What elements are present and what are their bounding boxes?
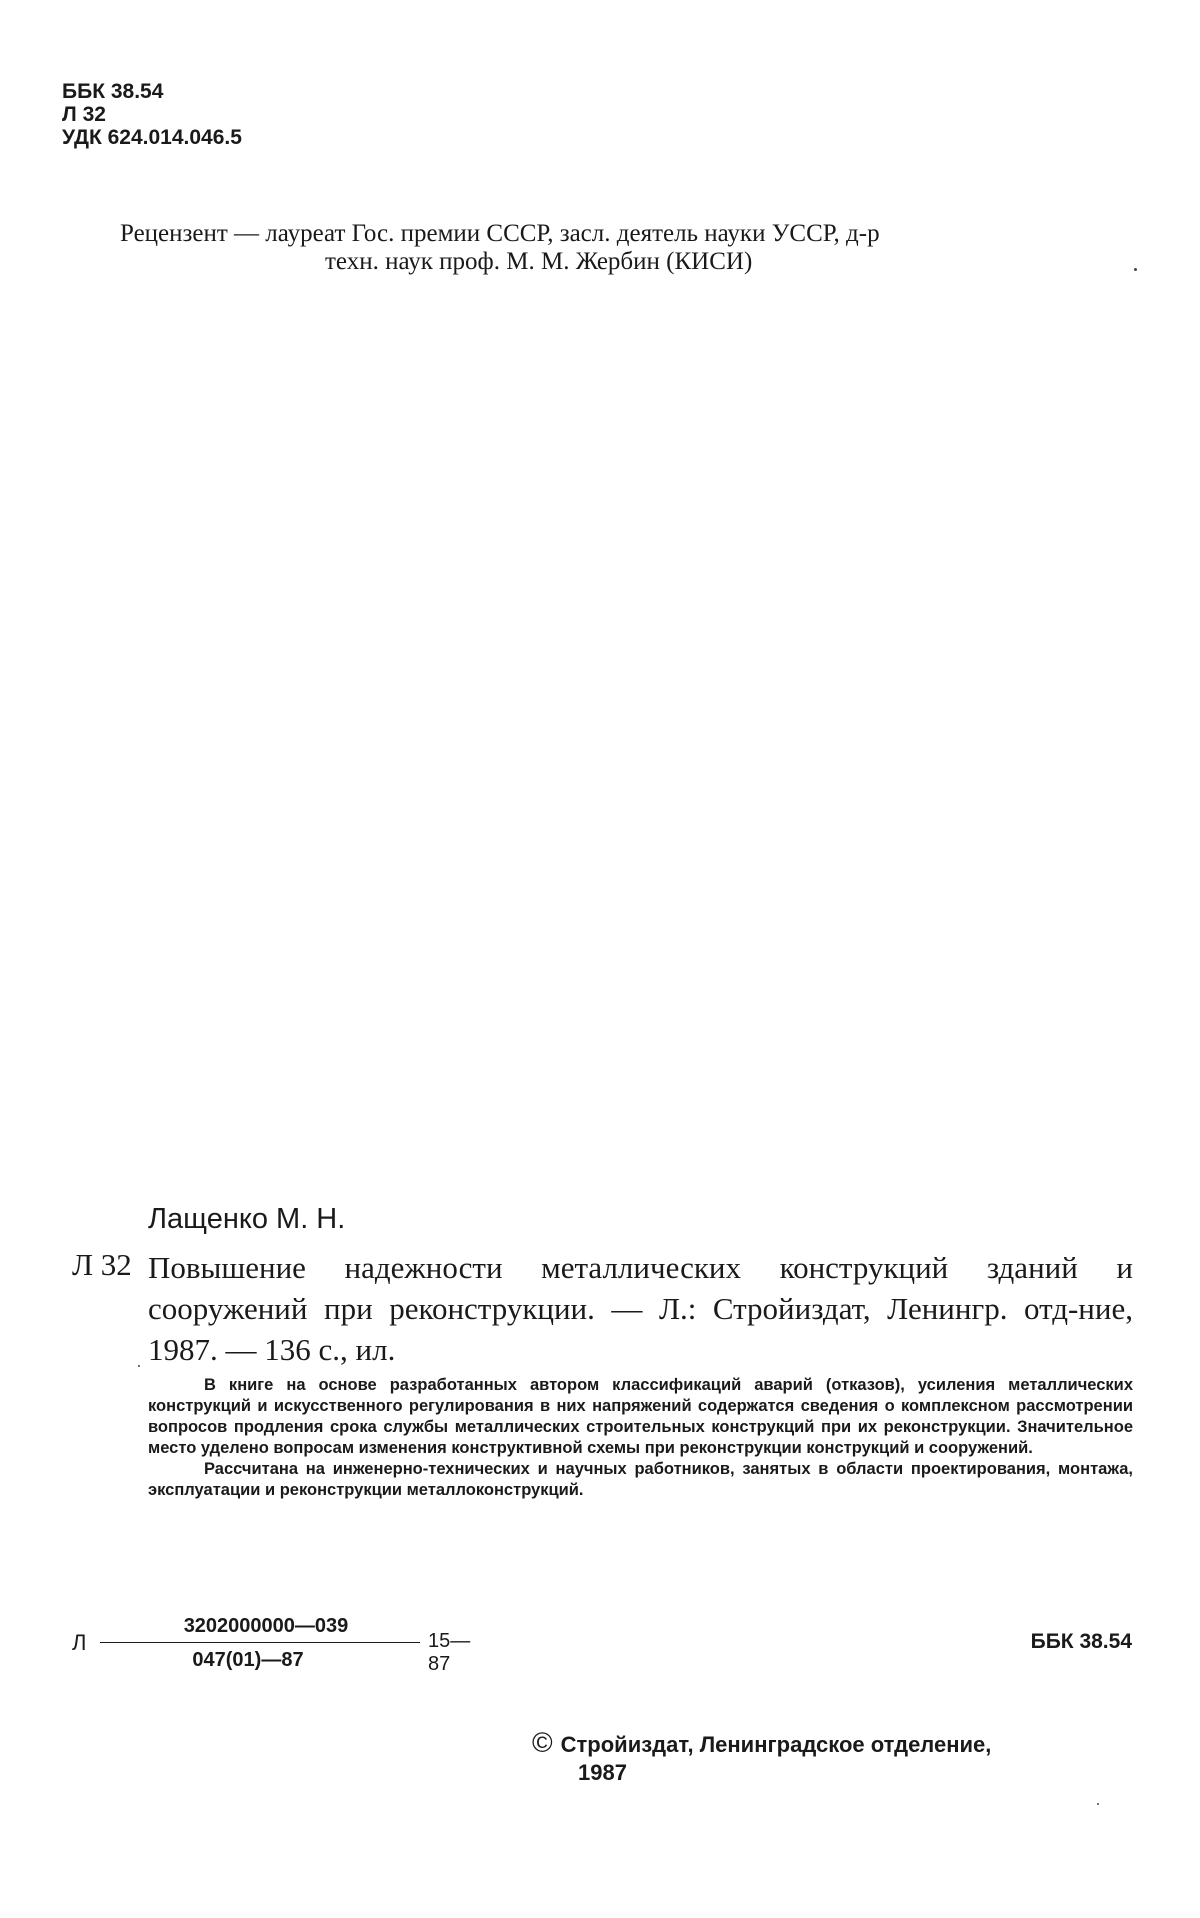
scan-speck [1097, 1803, 1099, 1805]
annotation-paragraph: В книге на основе разработанных автором классификаций аварий (отказов), усиления металлических конструкций и искусственного регулирования в них напряжений содержатся сведения о комплексном рассмотрении вопросов продления срока службы металлических строительных конструкций при их реконструкции. Значительное место уделено вопросам изменения конструктивной схемы при реконструкции конструкций и сооружений. [148, 1376, 1133, 1457]
catalog-code: Л 32 [72, 1247, 132, 1282]
bibliographic-index [72, 1612, 472, 1675]
scan-speck [138, 1365, 140, 1367]
index-denominator: 047(01)—87 [192, 1649, 304, 1671]
udk-code: УДК 624.014.046.5 [62, 126, 242, 149]
author-code: Л 32 [62, 103, 106, 126]
reviewer-note [120, 220, 1130, 276]
annotation-paragraph: Рассчитана на инженерно-технических и научных работников, занятых в области проектирования, монтажа, эксплуатации и реконструкции металлоконструкций. [148, 1460, 1133, 1499]
index-letter: Л [72, 1630, 87, 1655]
annotation [148, 1375, 1133, 1501]
scan-speck [1134, 268, 1137, 271]
classification-block [62, 80, 242, 149]
copyright-icon: © [532, 1727, 553, 1758]
index-numerator: 3202000000—039 [183, 1615, 349, 1637]
bbk-bottom: ББК 38.54 [1030, 1630, 1132, 1653]
catalog-author: Лащенко М. Н. [148, 1203, 346, 1235]
bbk-code: ББК 38.54 [62, 80, 164, 103]
reviewer-line-1: Рецензент — лауреат Гос. премии СССР, засл. деятель науки УССР, д-р [120, 220, 880, 247]
copyright-year: 1987 [578, 1760, 627, 1785]
index-suffix: 15—87 [428, 1630, 471, 1675]
copyright-publisher: Стройиздат, Ленинградское отделение, [560, 1732, 992, 1757]
copyright-notice [532, 1729, 1132, 1787]
reviewer-line-2: техн. наук проф. М. М. Жербин (КИСИ) [325, 248, 753, 275]
fraction-line [100, 1642, 420, 1643]
catalog-title: Повышение надежности металлических конструкций зданий и сооружений при реконструкции. — Л.: Стройиздат, Ленингр. отд-ние, 1987. — 136 с., ил. [148, 1250, 1133, 1367]
